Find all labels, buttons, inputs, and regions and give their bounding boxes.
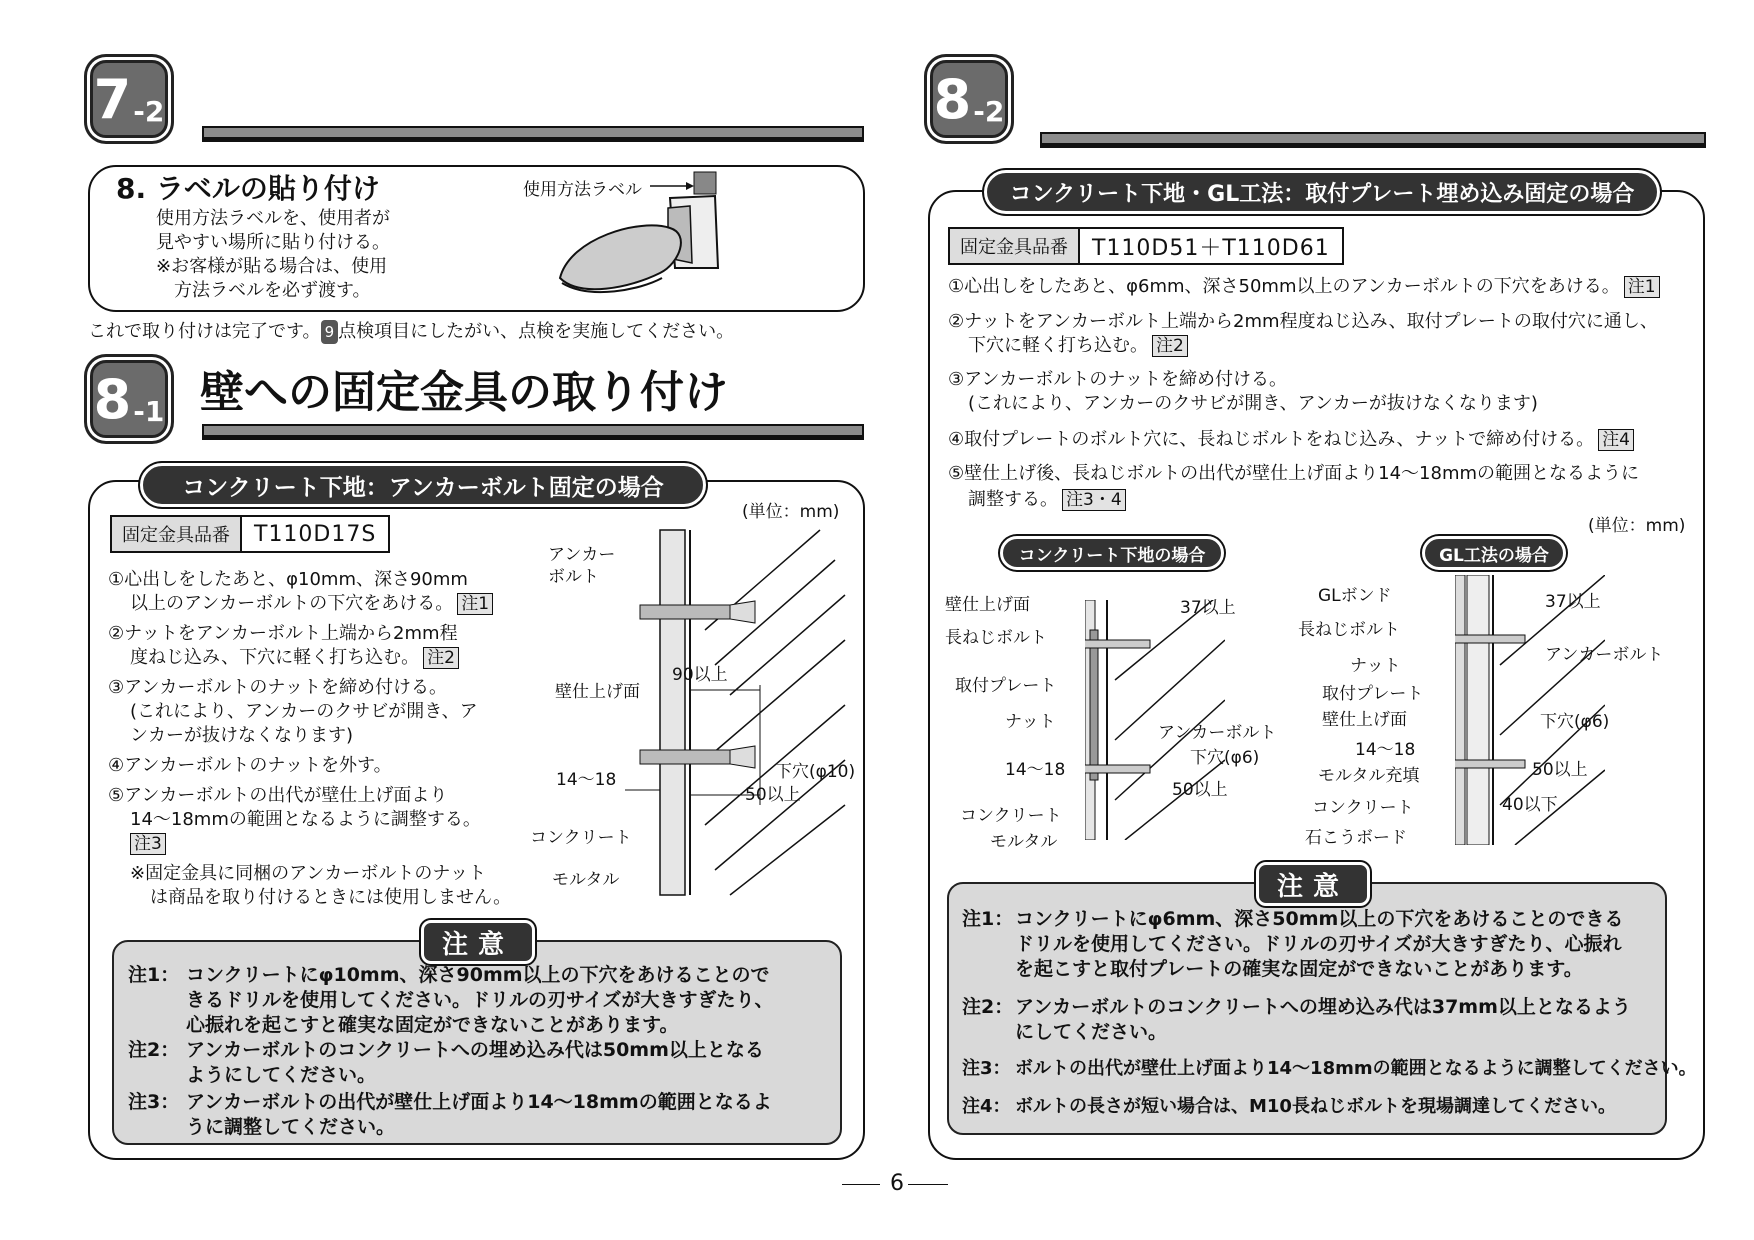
toilet-seat-label-illustration	[550, 168, 730, 308]
caution-note-text: アンカーボルトのコンクリートへの埋め込み代は37mm以上となるよう	[1015, 996, 1631, 1018]
step-5-cont: 14～18mmの範囲となるように調整する。	[130, 809, 481, 830]
caution-note-label: 注3：	[962, 1058, 1011, 1079]
anchor-bolt-label: アンカーボルト	[1158, 723, 1277, 743]
caution-note-label: 注2：	[962, 996, 1014, 1018]
wall-face-label: 壁仕上げ面	[1322, 710, 1407, 730]
section-divider	[202, 126, 864, 142]
section-divider	[202, 424, 864, 440]
page-title: 壁への固定金具の取り付け	[200, 367, 728, 418]
caution-note-text: ボルトの長さが短い場合は、M10長ねじボルトを現場調達してください。	[1015, 1096, 1616, 1117]
diagram-a-title: コンクリート下地の場合	[1000, 536, 1224, 570]
label-figure-caption: 使用方法ラベル	[523, 180, 642, 200]
note-ref-tag: 注4	[1598, 429, 1634, 451]
concrete-label: コンクリート	[530, 828, 632, 848]
gl-bond-label: GLボンド	[1318, 586, 1392, 606]
part-number-box	[948, 227, 1344, 265]
caution-note-text: 心振れを起こすと確実な固定ができないことがあります。	[186, 1014, 679, 1036]
step-1: ①心出しをしたあと、φ10mm、深さ90mm	[108, 569, 468, 590]
caution-note-text: を起こすと取付プレートの確実な固定ができないことがあります。	[1015, 958, 1583, 980]
label-section-line: 使用方法ラベルを、使用者が	[156, 208, 390, 229]
part-number-label: 固定金具品番	[112, 517, 242, 551]
step-3: ③アンカーボルトのナットを締め付ける。	[948, 369, 1288, 390]
part-number-value: T110D51＋T110D61	[1092, 235, 1330, 261]
caution-note-label: 注3：	[128, 1091, 180, 1113]
caution-title: 注意	[421, 920, 535, 964]
long-bolt-label: 長ねじボルト	[1298, 620, 1400, 640]
step-5-cont: 調整する。 注3・4	[968, 488, 1126, 512]
unit-label: (単位：mm)	[742, 502, 840, 522]
caution-note-text: コンクリートにφ10mm、深さ90mm以上の下穴をあけることので	[186, 964, 770, 986]
gypsum-board-label: 石こうボード	[1305, 828, 1407, 848]
plate-label: 取付プレート	[1322, 684, 1424, 704]
step-3-cont: ンカーが抜けなくなります)	[130, 725, 354, 746]
concrete-base-diagram	[1085, 600, 1225, 840]
caution-note-label: 注1：	[128, 964, 180, 986]
note-ref-tag: 注3	[130, 833, 166, 855]
step-1: ①心出しをしたあと、φ6mm、深さ50mm以上のアンカーボルトの下穴をあける。 注1	[948, 275, 1660, 299]
dimension-37: 37以上	[1545, 592, 1601, 612]
concrete-label: コンクリート	[960, 806, 1062, 826]
part-number-box	[110, 515, 390, 553]
caution-title: 注意	[1256, 862, 1370, 906]
label-section-line: 見やすい場所に貼り付ける。	[156, 232, 390, 253]
dimension-50: 50以上	[745, 785, 801, 805]
long-bolt-label: 長ねじボルト	[945, 628, 1047, 648]
mortar-label: モルタル	[552, 870, 620, 890]
caution-note-text: ドリルを使用してください。ドリルの刃サイズが大きすぎたり、心振れ	[1015, 933, 1622, 955]
note-ref-tag: 注2	[1152, 335, 1188, 357]
dimension-14-18: 14～18	[556, 770, 617, 790]
caution-note-text: きるドリルを使用してください。ドリルの刃サイズが大きすぎたり、	[186, 989, 774, 1011]
panel-title: コンクリート下地・GL工法：取付プレート埋め込み固定の場合	[984, 170, 1660, 214]
step-2-cont: 下穴に軽く打ち込む。 注2	[968, 334, 1188, 358]
caution-note-label: 注4：	[962, 1096, 1011, 1117]
caution-note-label: 注2：	[128, 1039, 180, 1061]
dimension-50: 50以上	[1172, 780, 1228, 800]
page-number-rule	[908, 1184, 948, 1185]
mortar-fill-label: モルタル充填	[1318, 766, 1420, 786]
section-badge-8-2: 8 -2	[930, 60, 1008, 138]
nut-label: ナット	[1005, 712, 1056, 732]
anchor-bolt-label: アンカーボルト	[1545, 645, 1664, 665]
step-3: ③アンカーボルトのナットを締め付ける。	[108, 677, 448, 698]
caution-note-text: ボルトの出代が壁仕上げ面より14～18mmの範囲となるように調整してください。	[1015, 1058, 1697, 1079]
caution-note-text: アンカーボルトのコンクリートへの埋め込み代は50mm以上となる	[186, 1039, 764, 1061]
label-section-title: 8. ラベルの貼り付け	[116, 172, 380, 205]
dimension-37: 37以上	[1180, 598, 1236, 618]
step-4: ④取付プレートのボルト穴に、長ねじボルトをねじ込み、ナットで締め付ける。 注4	[948, 428, 1634, 452]
label-section-line: ※お客様が貼る場合は、使用	[156, 256, 388, 277]
note-ref-tag: 注1	[1624, 276, 1660, 298]
step-4: ④アンカーボルトのナットを外す。	[108, 755, 392, 776]
mortar-label: モルタル	[990, 832, 1058, 852]
note-ref-tag: 注1	[457, 593, 493, 615]
section-badge-8-1: 8 -1	[90, 360, 168, 438]
footnote: ※固定金具に同梱のアンカーボルトのナット	[130, 863, 486, 884]
step-1-cont: 以上のアンカーボルトの下穴をあける。 注1	[130, 592, 493, 616]
hole-label: 下穴(φ10)	[775, 762, 856, 782]
step-2: ②ナットをアンカーボルト上端から2mm程	[108, 623, 458, 644]
plate-label: 取付プレート	[955, 676, 1057, 696]
footnote: は商品を取り付けるときには使用しません。	[150, 887, 512, 908]
unit-label: (単位：mm)	[1588, 516, 1686, 536]
wall-face-label: 壁仕上げ面	[945, 595, 1030, 615]
reference-number-badge: 9	[321, 320, 339, 344]
step-5: ⑤アンカーボルトの出代が壁仕上げ面より	[108, 785, 448, 806]
step-5: ⑤壁仕上げ後、長ねじボルトの出代が壁仕上げ面より14～18mmの範囲となるように	[948, 463, 1640, 484]
completion-message: これで取り付けは完了です。 9 点検項目にしたがい、点検を実施してください。	[88, 321, 735, 342]
dimension-90: 90以上	[672, 665, 728, 685]
anchor-bolt-label: アンカー	[548, 545, 616, 565]
anchor-bolt-label: ボルト	[548, 567, 599, 587]
note-ref-tag: 注2	[423, 647, 459, 669]
dimension-40: 40以下	[1502, 795, 1558, 815]
caution-note-text: ようにしてください。	[186, 1064, 377, 1086]
hole-label: 下穴(φ6)	[1540, 712, 1610, 732]
diagram-b-title: GL工法の場合	[1422, 536, 1566, 570]
panel-title: コンクリート下地：アンカーボルト固定の場合	[140, 463, 706, 507]
page-number: 6	[880, 1172, 914, 1196]
caution-note-text: コンクリートにφ6mm、深さ50mm以上の下穴をあけることのできる	[1015, 908, 1624, 930]
note-ref-tag: 注3・4	[1062, 489, 1126, 511]
concrete-label: コンクリート	[1312, 798, 1414, 818]
step-3-cont: (これにより、アンカーのクサビが開き、ア	[130, 701, 478, 722]
dimension-14-18: 14～18	[1355, 740, 1416, 760]
label-section-line: 方法ラベルを必ず渡す。	[174, 280, 371, 301]
step-2-cont: 度ねじ込み、下穴に軽く打ち込む。 注2	[130, 646, 459, 670]
caution-note-text: うに調整してください。	[186, 1116, 396, 1138]
hole-label: 下穴(φ6)	[1190, 748, 1260, 768]
step-2: ②ナットをアンカーボルト上端から2mm程度ねじ込み、取付プレートの取付穴に通し、	[948, 311, 1658, 332]
step-3-cont: (これにより、アンカーのクサビが開き、アンカーが抜けなくなります)	[968, 393, 1538, 414]
section-divider	[1040, 132, 1706, 148]
caution-note-text: にしてください。	[1015, 1021, 1168, 1043]
step-5-tag	[130, 832, 166, 856]
caution-note-text: アンカーボルトの出代が壁仕上げ面より14～18mmの範囲となるよ	[186, 1091, 772, 1113]
wall-face-label: 壁仕上げ面	[555, 682, 640, 702]
dimension-14-18: 14～18	[1005, 760, 1066, 780]
section-badge-7-2: 7 -2	[90, 60, 168, 138]
dimension-50: 50以上	[1532, 760, 1588, 780]
part-number-label: 固定金具品番	[950, 229, 1080, 263]
caution-note-label: 注1：	[962, 908, 1014, 930]
nut-label: ナット	[1350, 656, 1401, 676]
part-number-value: T110D17S	[254, 521, 377, 547]
